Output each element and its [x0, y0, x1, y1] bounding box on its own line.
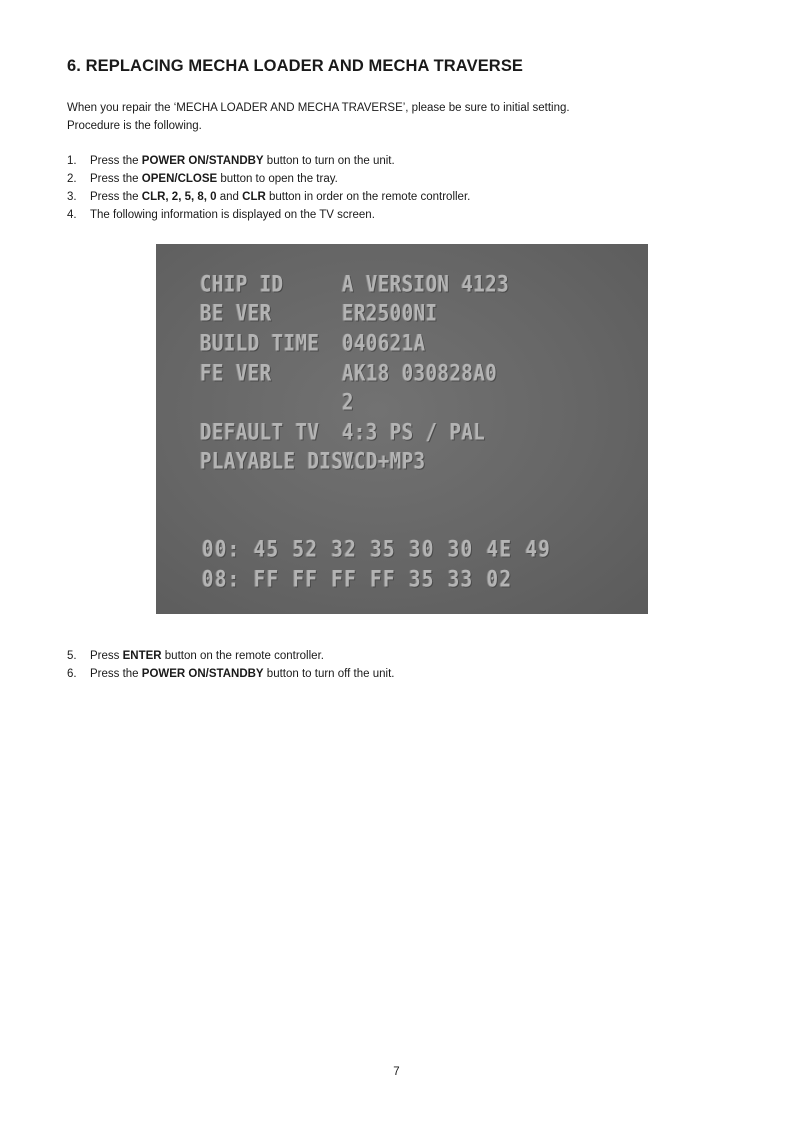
step-item: 1. Press the POWER ON/STANDBY button to turn on the unit.: [67, 152, 470, 170]
osd-label: DEFAULT TV: [200, 420, 320, 446]
intro-line-2: Procedure is the following.: [67, 120, 202, 132]
osd-label: PLAYABLE DISC: [200, 449, 356, 475]
osd-hex-line: 08: FF FF FF FF 35 33 02: [202, 567, 513, 593]
step-number: 6.: [67, 668, 77, 680]
tv-screen-photo: [156, 244, 648, 614]
osd-label: BE VER: [200, 301, 272, 327]
intro-text: [67, 99, 570, 135]
intro-line-1: When you repair the ‘MECHA LOADER AND MECHA TRAVERSE’, please be sure to initial setting.: [67, 102, 570, 114]
step-number: 1.: [67, 155, 77, 167]
step-number: 5.: [67, 650, 77, 662]
osd-value: AK18 030828A0: [342, 361, 498, 387]
osd-value: 040621A: [342, 331, 426, 357]
osd-label: BUILD TIME: [200, 331, 320, 357]
step-item: 2. Press the OPEN/CLOSE button to open the tray.: [67, 170, 470, 188]
osd-value: 4:3 PS / PAL: [342, 420, 486, 446]
step-item: 3. Press the CLR, 2, 5, 8, 0 and CLR button in order on the remote controller.: [67, 188, 470, 206]
osd-hex-line: 00: 45 52 32 35 30 30 4E 49: [202, 537, 552, 563]
osd-label: FE VER: [200, 361, 272, 387]
osd-value: A VERSION 4123: [342, 272, 510, 298]
page-number: 7: [393, 1066, 400, 1078]
step-number: 3.: [67, 191, 77, 203]
step-number: 4.: [67, 209, 77, 221]
procedure-steps-5-6: [67, 647, 394, 683]
osd-value: ER2500NI: [342, 301, 438, 327]
osd-label: CHIP ID: [200, 272, 284, 298]
step-item: 5. Press ENTER button on the remote controller.: [67, 647, 394, 665]
osd-value: 2: [342, 390, 354, 416]
procedure-steps-1-4: [67, 152, 470, 224]
osd-value: VCD+MP3: [342, 449, 426, 475]
section-title: 6. REPLACING MECHA LOADER AND MECHA TRAVERSE: [67, 57, 524, 75]
step-item: 4. The following information is displayed on the TV screen.: [67, 206, 470, 224]
step-item: 6. Press the POWER ON/STANDBY button to turn off the unit.: [67, 665, 394, 683]
step-number: 2.: [67, 173, 77, 185]
